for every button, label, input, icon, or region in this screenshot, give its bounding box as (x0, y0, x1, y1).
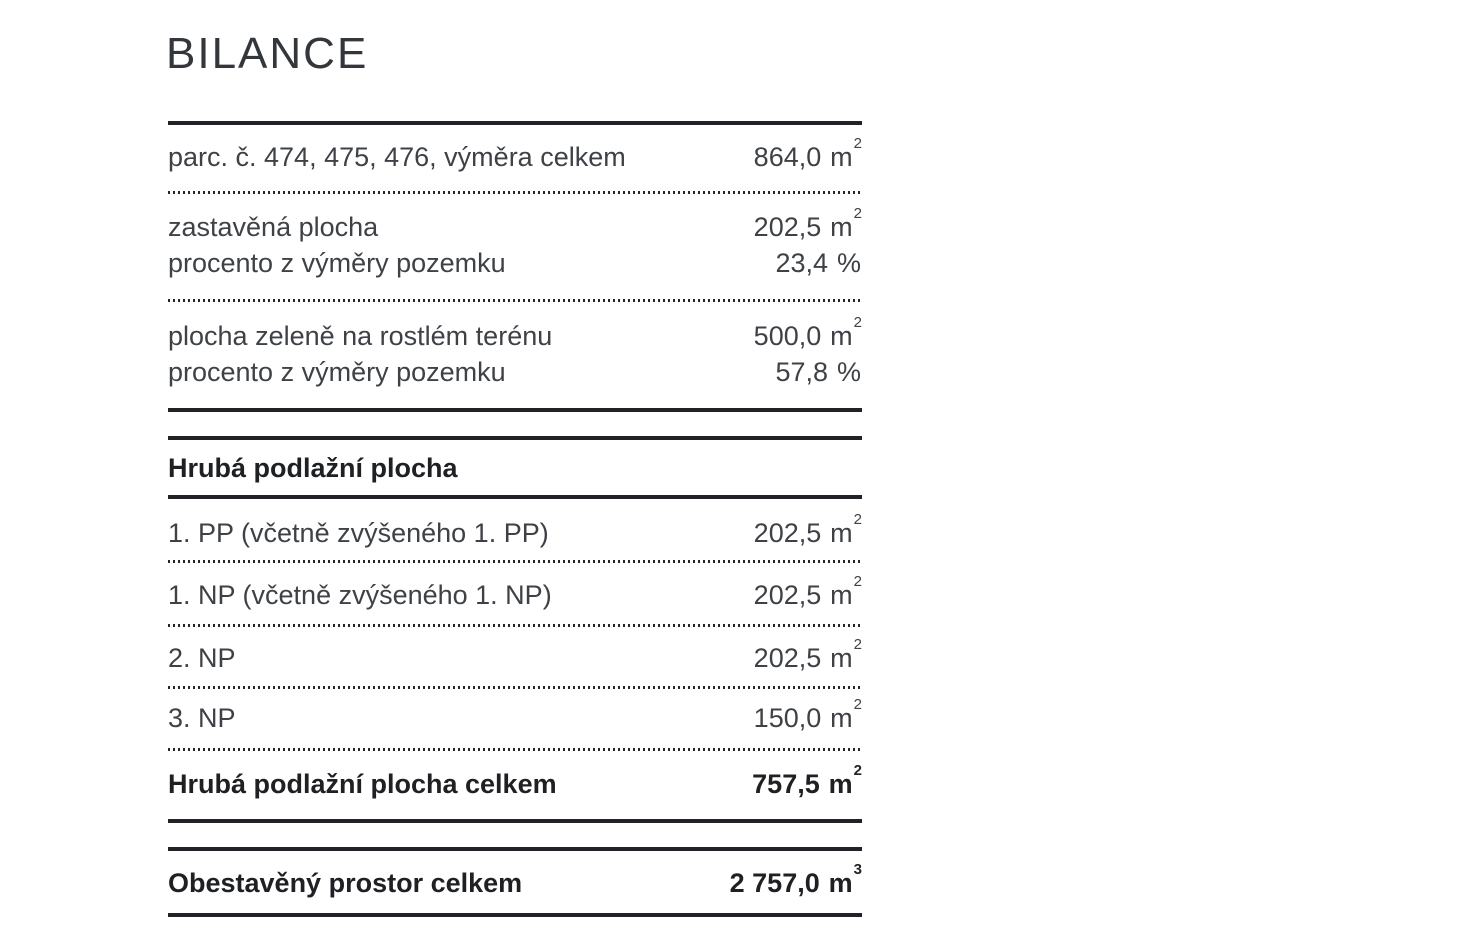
row-label: Obestavěný prostor celkem (168, 868, 523, 898)
value-number: 57,8 (775, 357, 829, 387)
value-number: 202,5 (753, 212, 822, 242)
table-row-floor-1pp (168, 510, 862, 551)
solid-divider (168, 913, 862, 917)
table-row-floor-2np (168, 635, 862, 676)
row-label: 3. NP (168, 703, 236, 733)
row-value (753, 695, 862, 736)
value-unit: $m^2$ (830, 134, 862, 172)
value-unit: $m^2$ (830, 635, 862, 673)
value-unit: $m^3$ (828, 860, 862, 898)
table-row-green-area (168, 313, 862, 354)
table-row-floor-1np (168, 572, 862, 613)
unit-exponent: 2 (853, 695, 862, 713)
unit-exponent: 2 (853, 572, 862, 590)
row-label: 1. PP (včetně zvýšeného 1. PP) (168, 518, 549, 548)
value-number: 23,4 (775, 248, 829, 278)
dotted-divider (168, 748, 862, 751)
row-value (776, 245, 862, 281)
row-value (752, 761, 862, 802)
unit-exponent: 2 (853, 510, 862, 528)
page-title: BILANCE (166, 29, 369, 78)
solid-divider (168, 121, 862, 125)
value-number: 500,0 (753, 321, 822, 351)
table-row-floor-3np (168, 695, 862, 736)
value-unit: $m^2$ (830, 695, 862, 733)
section-heading: Hrubá podlažní plocha (168, 453, 458, 483)
unit-exponent: 2 (853, 134, 862, 152)
row-label: procento z výměry pozemku (168, 357, 506, 387)
unit-exponent: 2 (853, 313, 862, 331)
value-number: 150,0 (753, 703, 822, 733)
dotted-divider (168, 299, 862, 302)
row-label: Hrubá podlažní plocha celkem (168, 769, 557, 799)
table-row-percent-of-plot (168, 354, 862, 390)
value-unit: $m^2$ (828, 761, 862, 799)
row-value (753, 204, 862, 245)
value-unit: $m^2$ (830, 313, 862, 351)
solid-divider (168, 436, 862, 440)
unit-exponent: 2 (853, 204, 862, 222)
dotted-divider (168, 191, 862, 194)
solid-divider (168, 495, 862, 499)
value-unit: % (836, 248, 861, 278)
value-unit: % (836, 357, 861, 387)
solid-divider (168, 819, 862, 823)
table-row-gross-floor-total (168, 761, 862, 802)
value-number: 202,5 (753, 518, 822, 548)
row-value (729, 860, 862, 901)
value-number: 2 757,0 (729, 868, 820, 898)
dotted-divider (168, 624, 862, 627)
row-label: 2. NP (168, 643, 236, 673)
value-unit: $m^2$ (830, 510, 862, 548)
row-value (753, 313, 862, 354)
solid-divider (168, 408, 862, 412)
value-number: 757,5 (752, 769, 820, 799)
row-label: 1. NP (včetně zvýšeného 1. NP) (168, 580, 552, 610)
unit-exponent: 3 (853, 860, 862, 878)
dotted-divider (168, 686, 862, 689)
table-row-enclosed-volume-total (168, 860, 862, 901)
solid-divider (168, 847, 862, 851)
row-label: plocha zeleně na rostlém terénu (168, 321, 553, 351)
row-label: zastavěná plocha (168, 212, 379, 242)
row-value (753, 635, 862, 676)
value-number: 864,0 (753, 142, 822, 172)
table-row-percent-of-plot (168, 245, 862, 281)
row-value (753, 134, 862, 175)
unit-exponent: 2 (853, 761, 862, 779)
row-value (753, 572, 862, 613)
unit-exponent: 2 (853, 635, 862, 653)
value-number: 202,5 (753, 643, 822, 673)
value-unit: $m^2$ (830, 204, 862, 242)
row-value (753, 510, 862, 551)
row-label: procento z výměry pozemku (168, 248, 506, 278)
table-row-built-up-area (168, 204, 862, 245)
dotted-divider (168, 560, 862, 563)
value-unit: $m^2$ (830, 572, 862, 610)
table-row-parcel-area (168, 134, 862, 175)
row-value (776, 354, 862, 390)
value-number: 202,5 (753, 580, 822, 610)
row-label: parc. č. 474, 475, 476, výměra celkem (168, 142, 626, 172)
